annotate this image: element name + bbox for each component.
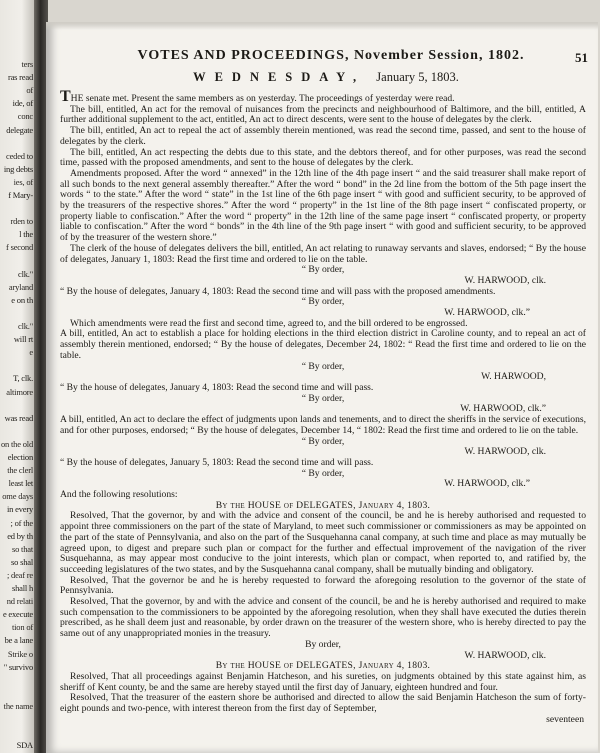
facing-page-fragment: ies, of [13,176,33,187]
facing-page-fragment: ; deaf re [6,569,33,580]
endorsement: “ By the house of delegates, January 4, 1803: Read the second time and will pass. [60,381,374,393]
resolution: Resolved, That the governor, by and with the advice and consent of the council, be and he is hereby authorised and required to make such compensation to the commissioners to be appointed by the aforegoing resolution, when they shall have executed the duties therein prescribed, as he shall deem just and reasonable, by order drawn on the treasurer of the western shore, who is hereby directed to pay the same out of any unappropriated monies in the treasury. [60,596,586,640]
signature: W. HARWOOD, clk. [464,274,546,286]
facing-page-fragment: f second [6,242,33,253]
facing-page-fragment: SDA [16,740,33,751]
paragraph: A bill, entitled, An act to establish a place for holding elections in the third election district in Caroline county, and to repeal an act of assembly therein mentioned, endorsed; “ By the house of delegates, December 24, 1802: “ Read the first time and ordered to lie on the table. [60,328,586,361]
resolution: Resolved, That the governor be and he is hereby requested to forward the aforegoing resolution to the governor of the state of Pennsylvania. [60,574,586,597]
facing-page-fragment: the clerl [7,465,33,476]
by-order: “ By order, [301,360,345,372]
resolution: Resolved, That the treasurer of the eastern shore be authorised and directed to allow the said Benjamin Hatcheson the sum of forty-eight pounds and two-pence, with interest thereon from the first day of September, [60,692,586,715]
facing-page-fragment: in every [6,504,33,515]
signature: W. HARWOOD, clk. [464,446,546,458]
facing-page-fragment: conc [17,111,33,122]
facing-page-fragment: f Mary- [8,190,33,200]
running-title: VOTES AND PROCEEDINGS, November Session, 1802. [137,48,525,63]
facing-page-fragment: ide, of [12,98,33,109]
signature: W. HARWOOD, clk.” [444,478,530,490]
facing-page-edge [0,0,36,753]
facing-page-fragment: shall h [11,583,33,593]
by-order: By order, [305,638,341,650]
resolutions-intro: And the following resolutions: [60,489,178,501]
facing-page-fragment: l the [19,229,33,240]
facing-page-fragment: T, clk. [13,373,33,384]
facing-page-fragment: ing debts [3,163,33,174]
catchword: seventeen [546,713,584,725]
facing-page-fragment: least let [8,478,33,489]
facing-page-fragment: election [7,452,33,462]
facing-page-fragment: so shal [11,556,33,567]
by-order: “ By order, [301,467,345,479]
facing-page-fragment: altimore [6,386,33,397]
by-order: “ By order, [301,392,345,404]
facing-page-fragment: was read [4,412,33,423]
paragraph: A bill, entitled, An act to declare the effect of judgments upon lands and tenements, and to direct the sheriffs in the service of executions, and for other purposes, endorsed; “ By the house of delegates, December 14, “ 1802: Read the first time and ordered to lie on the table. [60,414,586,436]
facing-page-fragment: will rt [13,334,33,345]
paragraph: Which amendments were read the first and second time, agreed to, and the bill ordered to be engrossed. [70,317,468,329]
facing-page-fragment: ; of the [10,517,33,528]
facing-page-fragment: " survivo [3,661,33,672]
resolution-heading: By the HOUSE of DELEGATES, January 4, 1803. [215,499,431,511]
facing-page-fragment: of [26,85,33,96]
facing-page-fragment: ters [21,59,33,69]
paragraph: The bill, entitled, An act respecting the debts due to this state, and the debtors thereof, and for other purposes, was read the second time, passed with the proposed amendments, and sent to the house of delegates by the clerk. [60,146,586,169]
day-heading: WEDNESDAY, [193,70,366,84]
signature: W. HARWOOD, [481,371,546,383]
facing-page-fragment: be a lane [4,635,33,646]
facing-page-fragment: clk." [18,268,33,279]
facing-page-fragment: tion of [11,622,33,633]
facing-page-fragment: on the old [1,438,33,449]
facing-page-fragment: ceded to [6,150,33,161]
by-order: “ By order, [301,435,345,447]
signature: W. HARWOOD, clk. [464,649,546,661]
facing-page-fragment: ras read [7,72,33,83]
date-heading [76,70,576,85]
endorsement: “ By the house of delegates, January 5, 1803: Read the second time and will pass. [60,456,374,468]
by-order: “ By order, [301,296,345,308]
signature: W. HARWOOD, clk.” [460,403,546,415]
paragraph: The bill, entitled, An act to repeal the act of assembly therein mentioned, was read the second time, passed, and sent to the house of delegates by the clerk. [60,125,586,147]
signature: W. HARWOOD, clk.” [444,307,530,319]
paragraph: The bill, entitled, An act for the removal of nuisances from the precincts and neighbourhood of Baltimore, and the bill, entitled, A further additional supplement to the act, entitled, An act to direct descents, were sent to the house of delegates by the clerk. [60,103,586,126]
facing-page-fragment: Strike o [7,648,33,659]
facing-page-fragment: e execute [2,609,33,620]
facing-page-fragment: so that [11,543,33,554]
facing-page-fragment: clk." [18,321,33,331]
opening-paragraph: THE senate met. Present the same members as on yesterday. The proceedings of yesterday were read. [60,88,455,105]
drop-initial: T [60,88,71,105]
document-page [46,22,598,753]
resolution: Resolved, That the governor, by and with the advice and consent of the council, be and he is hereby authorised and requested to appoint three commissioners on the part of the state of Maryland, to meet such commissioner or commissioners as may be appointed on the part of the state of Pennsylvania, and also on the part of the Susquehanna canal company, at such time and place as may mutually be agreed upon, to digest and prepare such plan or compact for the further and effectual improvement of the navigation of the river Susquehanna, as may appear most conducive to the joint interests, which plan or compact, when reported to, and ratified by, the succeeding legislatures of the two states, and by the Susquehanna canal company, shall be mutually binding and obligatory. [60,510,586,575]
by-order: “ By order, [301,264,345,276]
endorsement: “ By the house of delegates, January 4, 1803: Read the second time and will pass with the proposed amendments. [60,285,496,297]
resolution-heading: By the HOUSE of DELEGATES, January 4, 1803. [215,660,431,672]
page-number: 51 [575,50,588,65]
facing-page-fragment: nd relati [6,596,33,607]
facing-page-fragment: e [29,347,33,358]
facing-page-fragment: e on th [11,294,33,305]
paragraph: The clerk of the house of delegates delivers the bill, entitled, An act relating to runaway servants and slaves, endorsed; “ By the house of delegates, January 1, 1803: Read the first time and ordered to lie on the table. [60,242,586,265]
date-text: January 5, 1803. [376,70,459,84]
resolution: Resolved, That all proceedings against Benjamin Hatcheson, and his sureties, on judgments obtained by this state against him, as sheriff of Kent county, be and the same are hereby stayed until the first day of January, eighteen hundred and four. [60,670,586,693]
facing-page-fragment: ed by th [7,530,33,541]
facing-page-fragment: rden to [10,216,33,227]
facing-page-fragment: ome days [2,491,33,502]
facing-page-fragment: aryland [8,281,33,292]
facing-page-fragment: the name [3,700,33,711]
page-body [60,88,586,725]
paragraph: Amendments proposed. After the word “ annexed” in the 12th line of the 4th page insert “ and the said treasurer shall make report of all such bonds to the next general assembly thereafter.” After the word “ bond” in the 2d line from the bottom of the 5th page insert the words “ to the state.” After the word “ state” in the 1st line of the 6th page insert “ with good and sufficient security, to be approved of by the treasurers of the respective shores.” After the word “ property” in the 1st line of the 8th page insert “ confiscated property, or property liable to confiscation.” After the word “ property” in the 12th line of the same page insert “ confiscated property, or property liable to confiscation.” After the word “ bonds” in the 4th line of the 9th page insert “ with good and sufficient security, to be approved of by the treasurer of the western shore.” [60,167,586,244]
facing-page-fragment: delegate [6,124,33,135]
